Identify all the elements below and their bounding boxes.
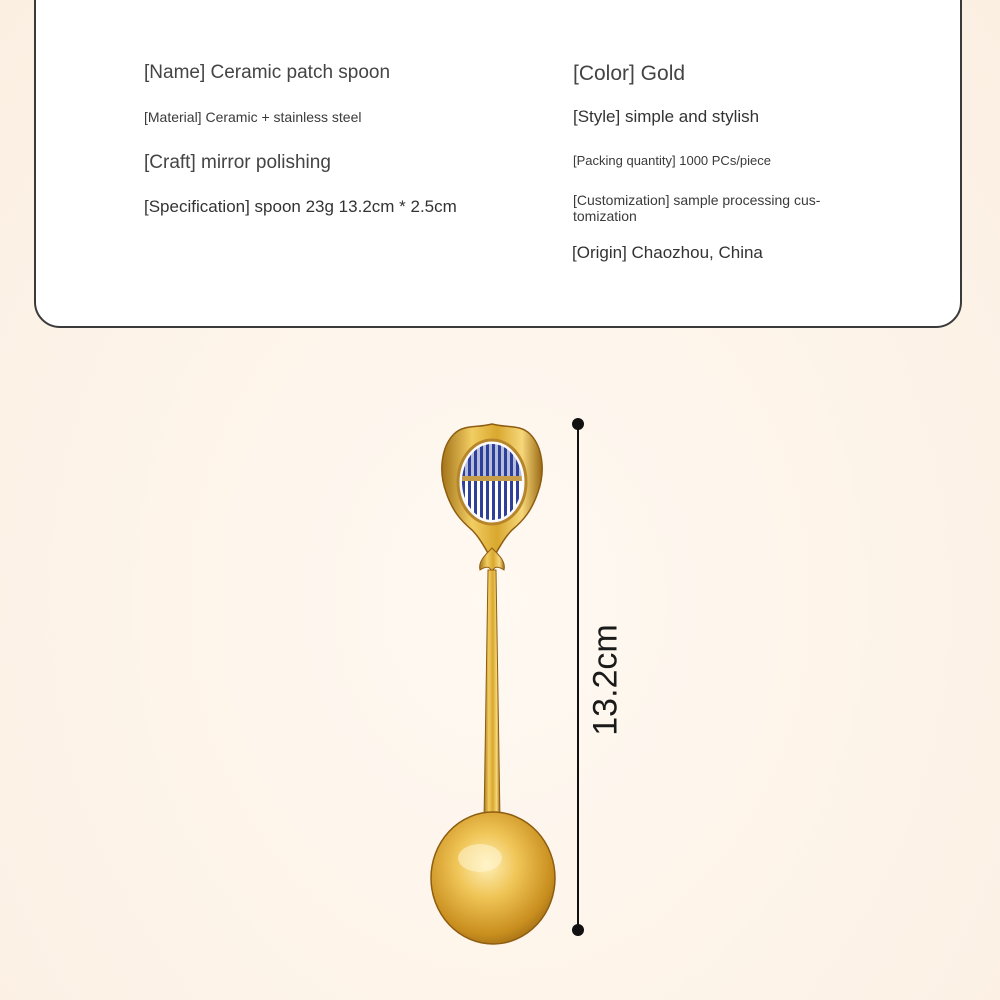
spec-color: [Color] Gold <box>573 62 686 85</box>
spoon-illustration <box>420 410 570 950</box>
spoon-bowl <box>431 812 555 944</box>
spec-customization: [Customization] sample processing cus-tomization <box>573 192 821 225</box>
spec-material: [Material] Ceramic + stainless steel <box>144 109 362 125</box>
spec-packing: [Packing quantity] 1000 PCs/piece <box>573 153 772 168</box>
neck-ornament <box>480 548 505 572</box>
spec-specification: [Specification] spoon 23g 13.2cm * 2.5cm <box>144 197 457 216</box>
spec-style: [Style] simple and stylish <box>573 107 760 126</box>
spec-card <box>34 0 962 328</box>
spec-name: [Name] Ceramic patch spoon <box>144 62 391 83</box>
spec-craft: [Craft] mirror polishing <box>144 152 331 173</box>
spec-origin: [Origin] Chaozhou, China <box>572 243 763 262</box>
dimension-label: 13.2cm <box>586 624 625 736</box>
spoon-handle <box>484 570 500 820</box>
product-figure <box>0 400 1000 960</box>
dimension-line <box>570 416 586 936</box>
